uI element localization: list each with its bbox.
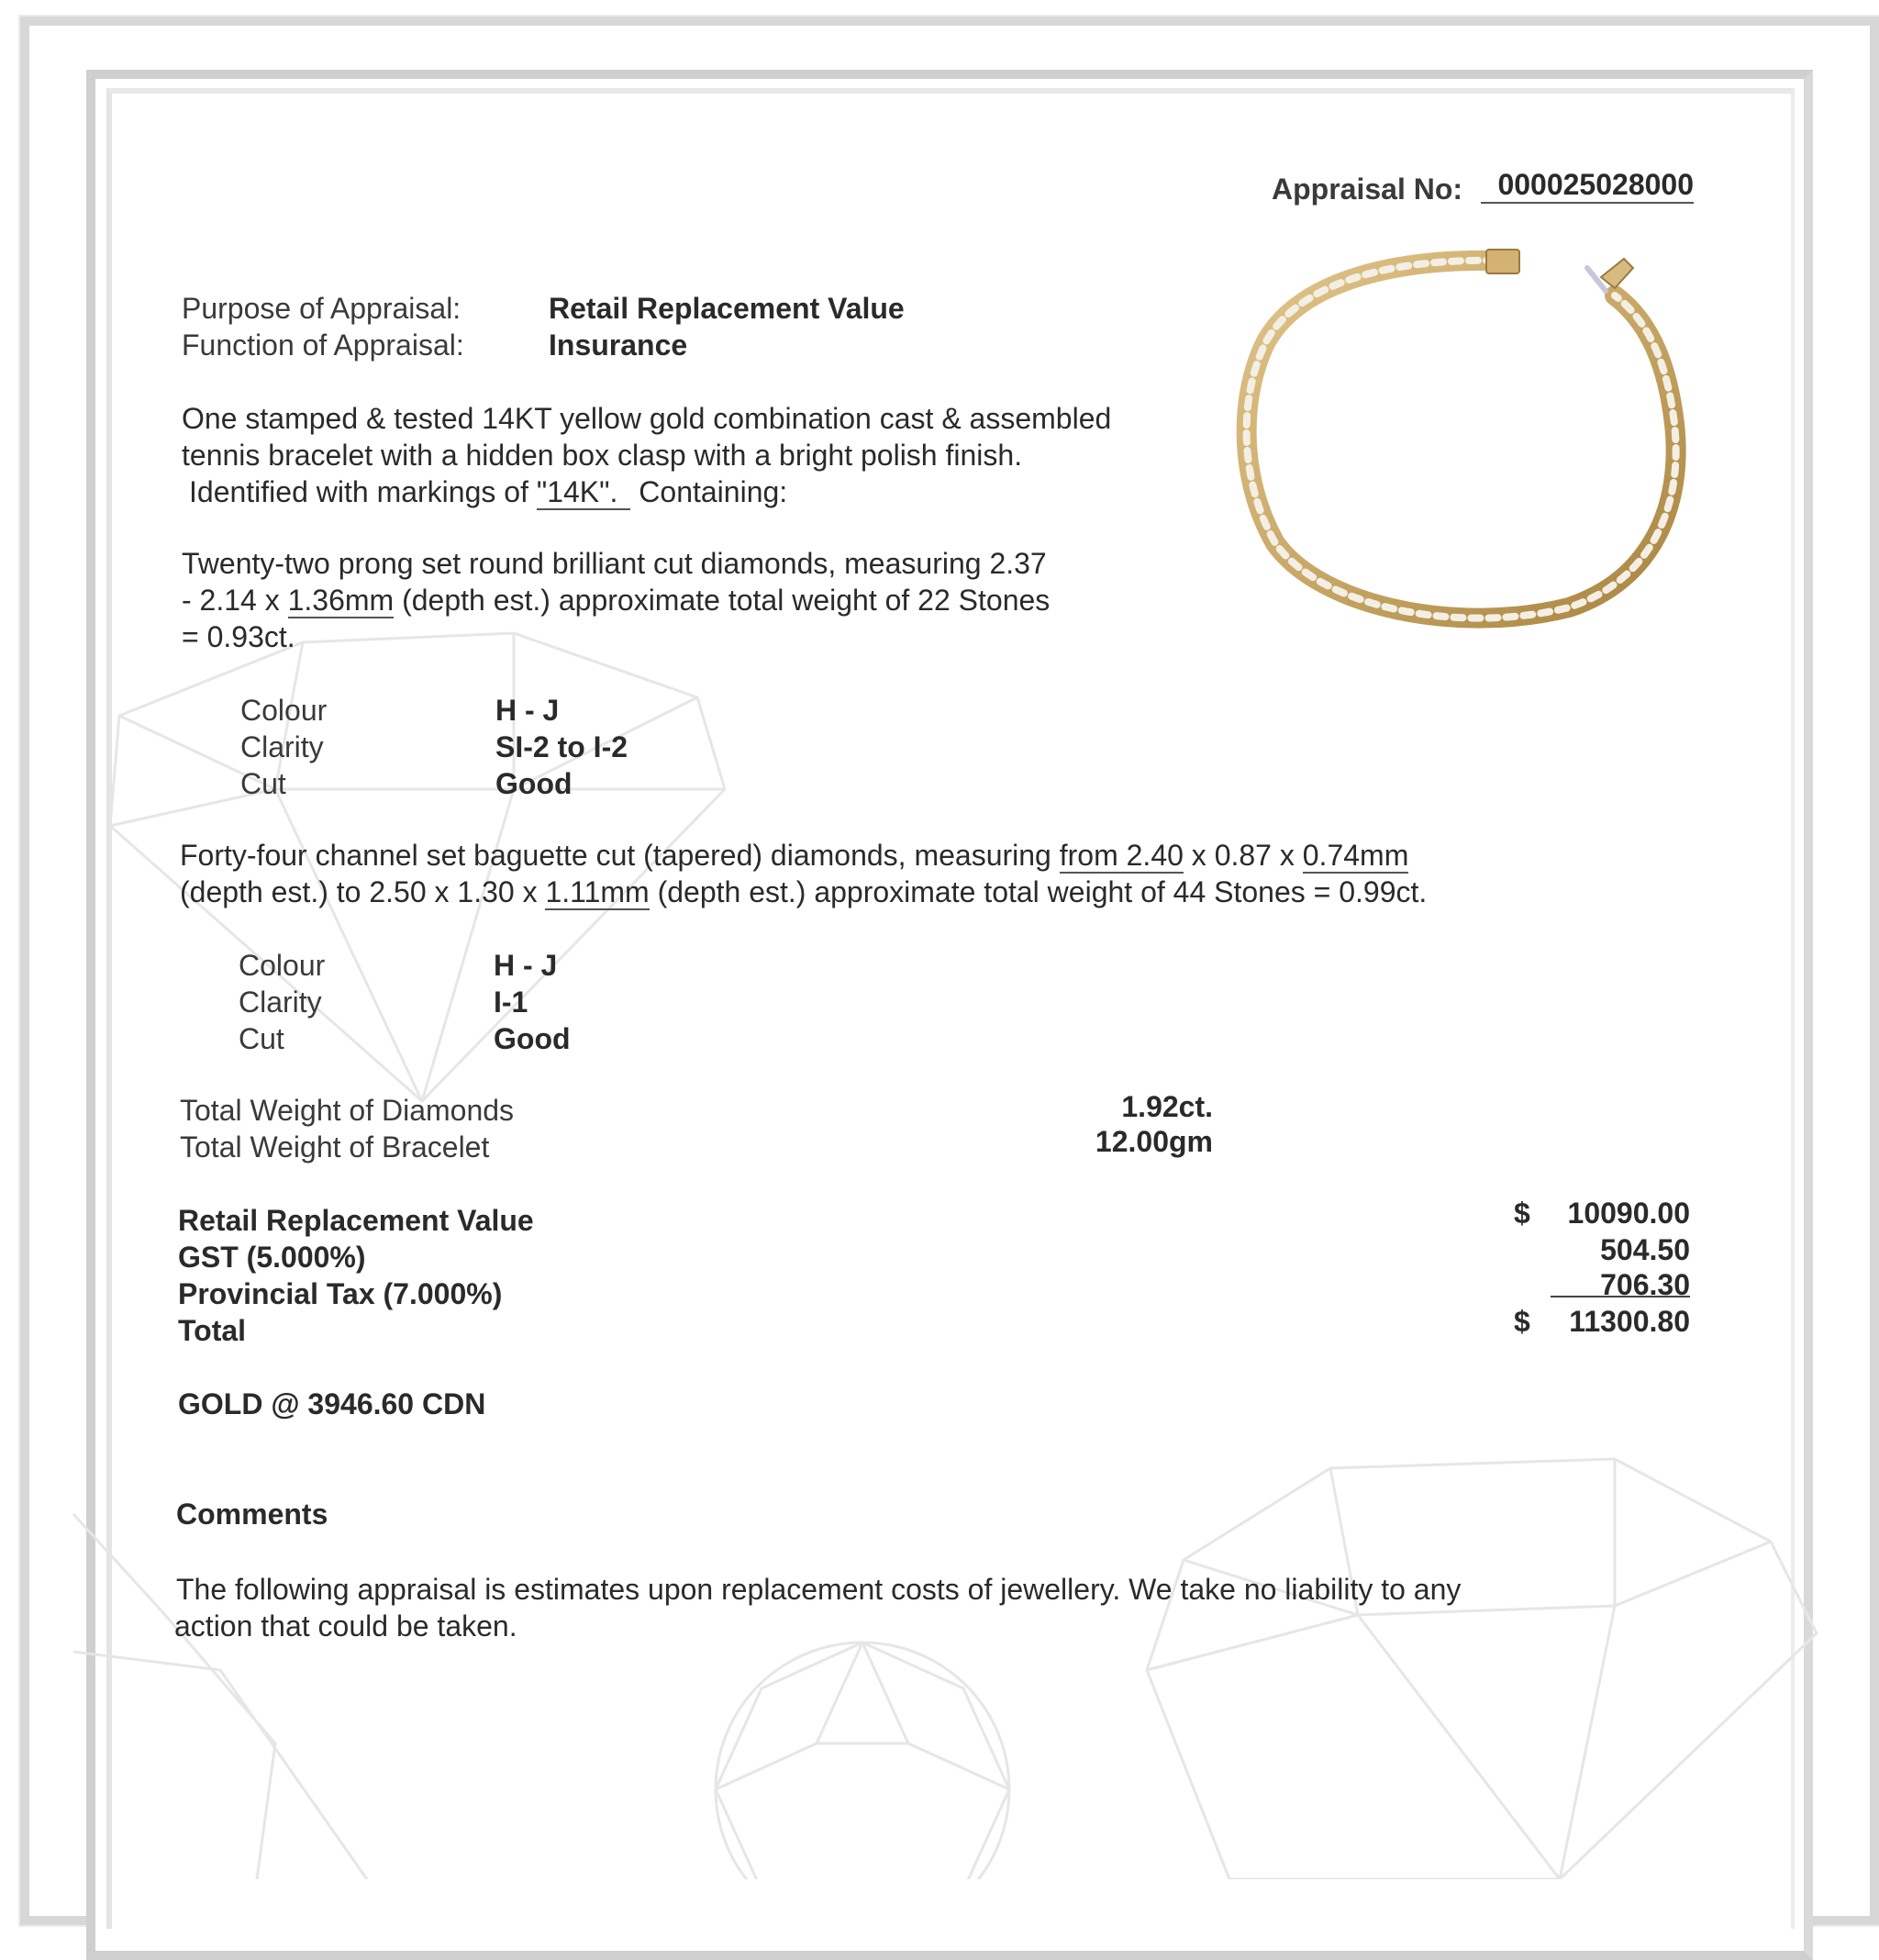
baguette-diamonds-line-2: [180, 874, 1427, 910]
comments-line-1: The following appraisal is estimates upon replacement costs of jewellery. We take no liability to any: [176, 1573, 1462, 1606]
baguette-line-2-post: (depth est.) approximate total weight of 44 Stones = 0.99ct.: [649, 875, 1428, 908]
round-cut-value: Good: [495, 767, 573, 800]
round-clarity-label: Clarity: [240, 730, 324, 763]
baguette-line-1-pre: Forty-four channel set baguette cut (tapered) diamonds, measuring: [180, 839, 1060, 872]
baguette-colour-label: Colour: [239, 949, 326, 982]
baguette-cut-value: Good: [494, 1022, 571, 1055]
provincial-tax-label: Provincial Tax (7.000%): [178, 1277, 503, 1310]
baguette-depth-from: 0.74mm: [1302, 839, 1409, 872]
round-cut-label: Cut: [240, 767, 286, 800]
retail-value: 10090.00: [1567, 1197, 1690, 1230]
baguette-cut-label: Cut: [239, 1022, 284, 1055]
total-bracelet-value: 12.00gm: [1095, 1125, 1213, 1158]
total-value: 11300.80: [1569, 1305, 1690, 1338]
marking-14k: "14K".: [537, 475, 631, 510]
baguette-from: from 2.40: [1059, 839, 1184, 872]
appraisal-number-label: Appraisal No:: [1272, 173, 1463, 206]
baguette-line-2-pre: (depth est.) to 2.50 x 1.30 x: [180, 875, 546, 908]
baguette-depth-to: 1.11mm: [545, 875, 650, 908]
comments-heading: Comments: [176, 1498, 328, 1531]
description-line-3: [189, 473, 787, 510]
purpose-value: Retail Replacement Value: [549, 292, 905, 325]
round-depth: 1.36mm: [287, 584, 395, 617]
gold-price: GOLD @ 3946.60 CDN: [178, 1387, 486, 1420]
comments-line-2: action that could be taken.: [174, 1609, 517, 1643]
currency-symbol-retail: $: [1514, 1197, 1530, 1230]
description-line-3-pre: Identified with markings of: [189, 475, 537, 508]
baguette-line-1-mid: x 0.87 x: [1183, 839, 1303, 872]
description-line-3-post: Containing:: [630, 475, 788, 508]
round-diamonds-line-1: Twenty-two prong set round brilliant cut diamonds, measuring 2.37: [182, 547, 1047, 580]
gst-label: GST (5.000%): [178, 1241, 366, 1274]
subtotal-divider: [1551, 1296, 1690, 1297]
gst-value: 504.50: [1600, 1233, 1690, 1266]
round-colour-label: Colour: [240, 694, 328, 727]
baguette-clarity-label: Clarity: [239, 986, 322, 1019]
baguette-diamonds-line-1: [180, 837, 1408, 874]
total-diamonds-value: 1.92ct.: [1121, 1090, 1213, 1123]
appraisal-number: 000025028000: [1481, 167, 1694, 204]
description-line-1: One stamped & tested 14KT yellow gold combination cast & assembled: [182, 402, 1112, 435]
round-clarity-value: SI-2 to I-2: [495, 730, 628, 763]
round-colour-value: H - J: [495, 694, 560, 727]
total-bracelet-label: Total Weight of Bracelet: [180, 1130, 490, 1164]
description-line-2: tennis bracelet with a hidden box clasp with a bright polish finish.: [182, 439, 1023, 472]
total-label: Total: [178, 1314, 247, 1347]
round-diamonds-line-3: = 0.93ct.: [182, 620, 295, 653]
round-diamonds-line-2: [182, 582, 1050, 618]
bracelet-photo: [1220, 240, 1697, 653]
total-diamonds-label: Total Weight of Diamonds: [180, 1094, 515, 1127]
currency-symbol-total: $: [1514, 1305, 1530, 1338]
provincial-tax-value: 706.30: [1600, 1268, 1690, 1301]
function-label: Function of Appraisal:: [182, 329, 464, 362]
round-line-2-pre: - 2.14 x: [182, 584, 288, 617]
retail-value-label: Retail Replacement Value: [178, 1204, 534, 1237]
baguette-clarity-value: I-1: [494, 986, 528, 1019]
purpose-label: Purpose of Appraisal:: [182, 292, 461, 325]
round-line-2-post: (depth est.) approximate total weight of 22 Stones: [394, 584, 1051, 617]
baguette-colour-value: H - J: [494, 949, 558, 982]
function-value: Insurance: [549, 329, 688, 362]
